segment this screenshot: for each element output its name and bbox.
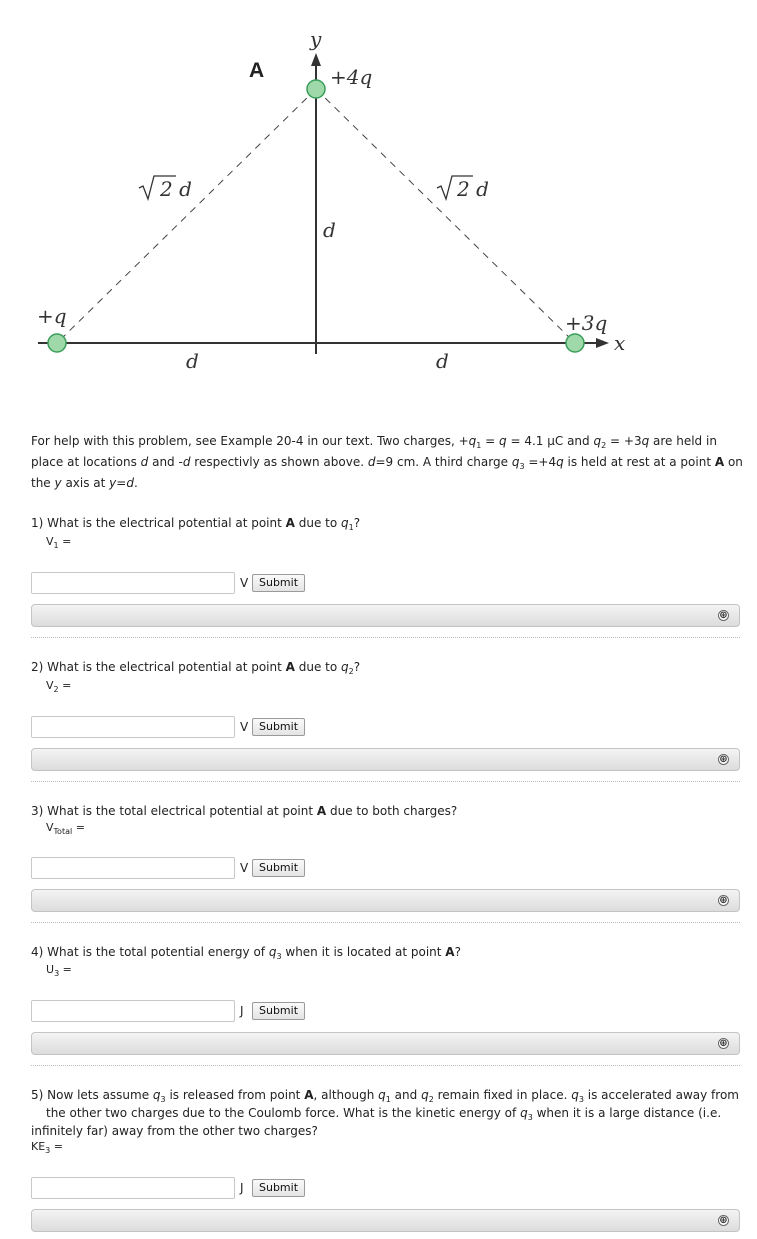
submit-5-button[interactable]: Submit bbox=[252, 1179, 305, 1197]
answer-2-input[interactable] bbox=[31, 716, 235, 738]
submit-2-button[interactable]: Submit bbox=[252, 718, 305, 736]
charge-left bbox=[48, 334, 66, 352]
answer-1-input[interactable] bbox=[31, 572, 235, 594]
problem-statement: For help with this problem, see Example 20-4 in our text. Two charges, $+q_1 = q = 4.1$ μC and $q_2 = +3q$ are held in place at locations d and -d respectivly as shown above. d=9 cm. A third charge $q_3 =+4q$ is held at rest at a point A on the y axis at y=d. bbox=[31, 434, 743, 490]
point-a-label: A bbox=[249, 59, 265, 82]
expand-icon[interactable]: ⊕ bbox=[719, 1215, 728, 1226]
charge-top bbox=[307, 80, 325, 98]
hint-bar-4[interactable] bbox=[31, 1032, 740, 1055]
answer-3-input[interactable] bbox=[31, 857, 235, 879]
right-hyp-label: 2 d bbox=[457, 177, 489, 201]
expand-icon[interactable]: ⊕ bbox=[719, 1038, 728, 1049]
expand-icon[interactable]: ⊕ bbox=[719, 754, 728, 765]
hint-bar-3[interactable] bbox=[31, 889, 740, 912]
charge-right bbox=[566, 334, 584, 352]
x-axis-arrow bbox=[596, 338, 609, 348]
answer-1-unit: V bbox=[240, 576, 249, 590]
charge-diagram bbox=[0, 0, 757, 420]
submit-3-button[interactable]: Submit bbox=[252, 859, 305, 877]
question-4-text: 4) What is the total potential energy of $q_3$ when it is located at point A? bbox=[31, 945, 461, 961]
charge-top-label: +4q bbox=[330, 65, 373, 89]
right-dashed-line bbox=[316, 89, 575, 343]
question-4-variable: $U_3$ = bbox=[46, 963, 72, 978]
question-5-line-3: infinitely far) away from the other two charges? bbox=[31, 1124, 318, 1138]
right-base-d-label: d bbox=[436, 349, 449, 373]
answer-2-unit: V bbox=[240, 720, 249, 734]
question-2-text: 2) What is the electrical potential at point A due to $q_2$? bbox=[31, 660, 361, 676]
question-1-text: 1) What is the electrical potential at point A due to $q_1$? bbox=[31, 516, 361, 532]
charge-right-label: +3q bbox=[565, 311, 608, 335]
question-3-variable: $V_{Total}$ = bbox=[46, 821, 85, 836]
hint-bar-5[interactable] bbox=[31, 1209, 740, 1232]
submit-4-button[interactable]: Submit bbox=[252, 1002, 305, 1020]
divider bbox=[31, 781, 740, 782]
x-axis-label: x bbox=[614, 331, 626, 355]
vertical-d-label: d bbox=[323, 218, 336, 242]
y-axis-label: y bbox=[310, 27, 322, 51]
answer-5-input[interactable] bbox=[31, 1177, 235, 1199]
question-2-variable: $V_2$ = bbox=[46, 679, 72, 694]
answer-3-unit: V bbox=[240, 861, 249, 875]
answer-4-unit: J bbox=[240, 1004, 244, 1018]
expand-icon[interactable]: ⊕ bbox=[719, 610, 728, 621]
left-base-d-label: d bbox=[186, 349, 199, 373]
answer-5-unit: J bbox=[240, 1181, 244, 1195]
divider bbox=[31, 637, 740, 638]
divider bbox=[31, 922, 740, 923]
hint-bar-2[interactable] bbox=[31, 748, 740, 771]
y-axis-arrow bbox=[311, 53, 321, 66]
left-hyp-label: 2 d bbox=[160, 177, 192, 201]
question-1-variable: $V_1$ = bbox=[46, 535, 72, 550]
answer-4-input[interactable] bbox=[31, 1000, 235, 1022]
charge-left-label: +q bbox=[37, 304, 67, 328]
question-5-line-1: 5) Now lets assume $q_3$ is released from point A, although $q_1$ and $q_2$ remain fixed in place. $q_3$ is accelerated away from bbox=[31, 1088, 739, 1104]
question-5-variable: $KE_3$ = bbox=[31, 1140, 63, 1155]
submit-1-button[interactable]: Submit bbox=[252, 574, 305, 592]
expand-icon[interactable]: ⊕ bbox=[719, 895, 728, 906]
question-5-line-2: the other two charges due to the Coulomb force. What is the kinetic energy of $q_3$ when it is a large distance (i.e. bbox=[46, 1106, 722, 1122]
hint-bar-1[interactable] bbox=[31, 604, 740, 627]
divider bbox=[31, 1065, 740, 1066]
question-3-text: 3) What is the total electrical potential at point A due to both charges? bbox=[31, 804, 458, 818]
left-dashed-line bbox=[57, 89, 316, 343]
